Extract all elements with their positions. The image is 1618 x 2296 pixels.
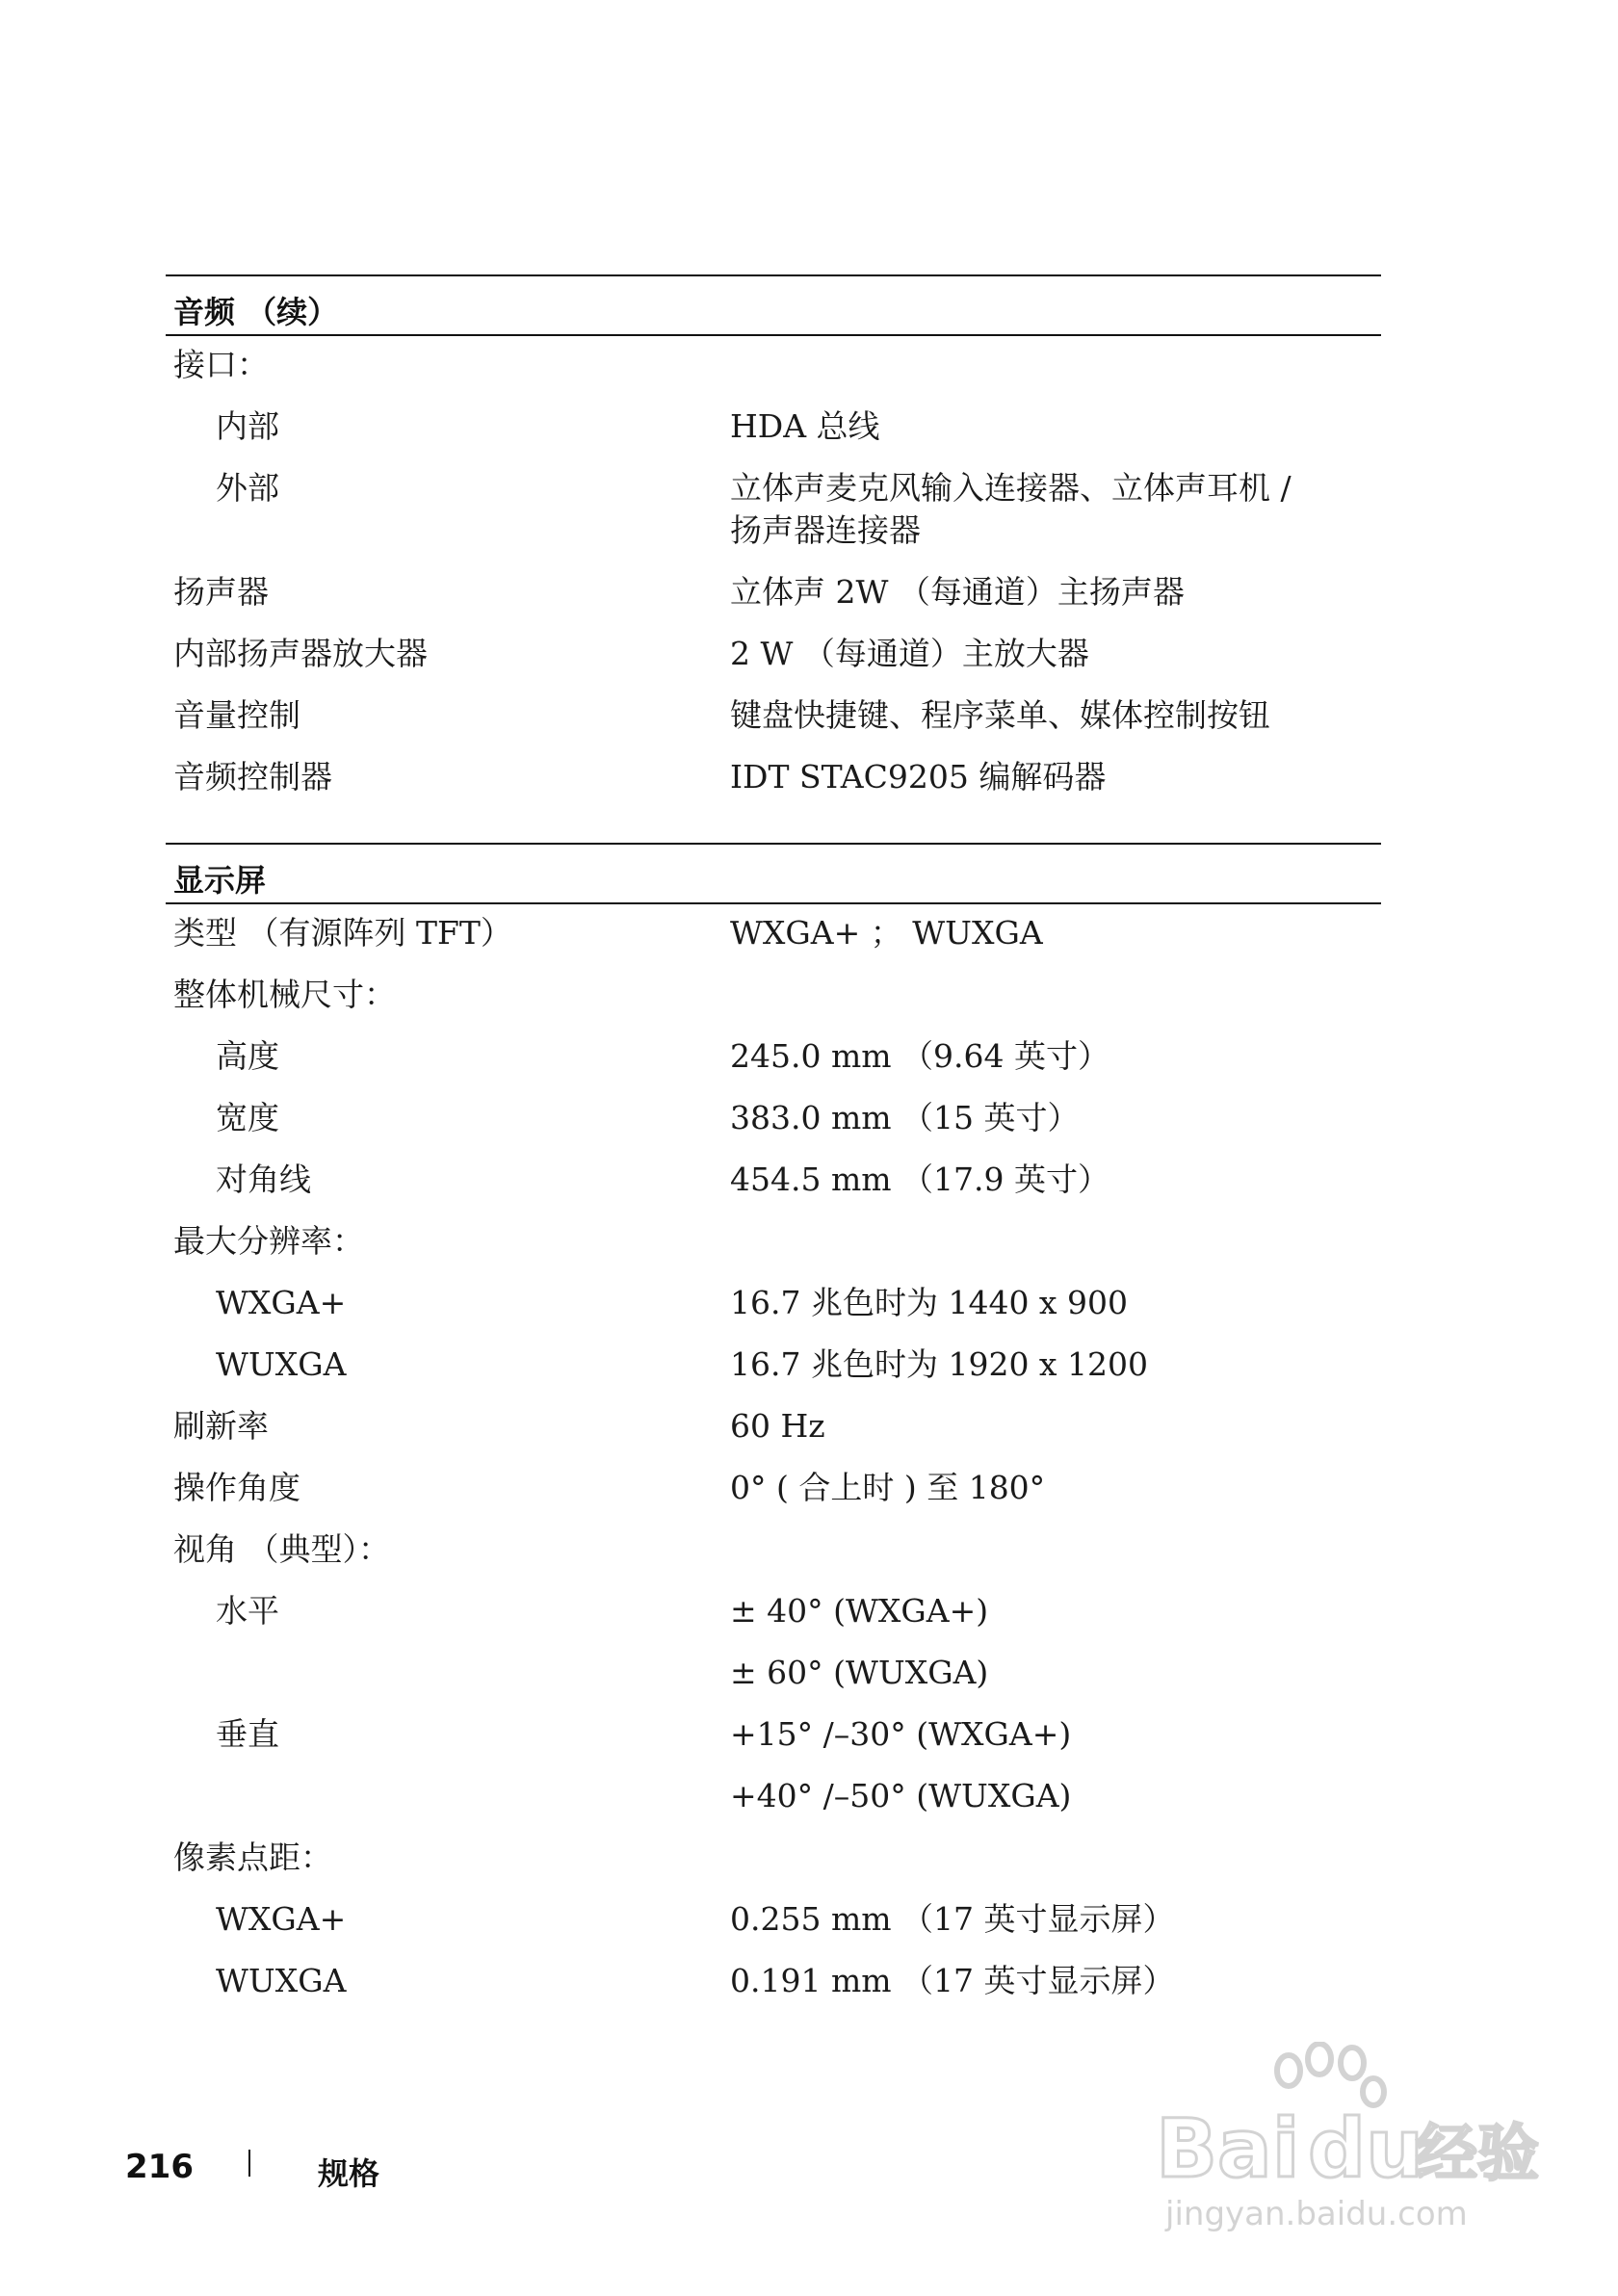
spec-label: 类型 （有源阵列 TFT） [173, 914, 512, 952]
svg-text:经验: 经验 [1416, 2119, 1539, 2190]
spec-label: 视角 （典型）： [173, 1530, 390, 1568]
footer-divider [248, 2150, 250, 2177]
svg-text:Bai: Bai [1156, 2101, 1300, 2196]
spec-label: 水平 [216, 1592, 279, 1630]
spec-value: 立体声麦克风输入连接器、立体声耳机 / [730, 469, 1292, 507]
spec-label: 最大分辨率： [173, 1222, 364, 1260]
spec-label: 音量控制 [173, 696, 300, 734]
audio-section-header [166, 274, 1381, 336]
baidu-jingyan-watermark [1146, 2042, 1551, 2234]
svg-text:jingyan.baidu.com: jingyan.baidu.com [1165, 2195, 1468, 2233]
spec-label: 高度 [216, 1037, 279, 1075]
spec-value: 383.0 mm （15 英寸） [730, 1099, 1080, 1136]
display-section-header [166, 843, 1381, 904]
spec-label: 外部 [216, 469, 279, 507]
page-number: 216 [125, 2148, 194, 2186]
spec-value: 0.255 mm （17 英寸显示屏） [730, 1900, 1175, 1938]
spec-label: 扬声器 [173, 573, 269, 611]
spec-value: 立体声 2W （每通道）主扬声器 [730, 573, 1185, 611]
spec-label: WUXGA [216, 1962, 347, 1999]
svg-text:du: du [1308, 2101, 1423, 2196]
spec-label: 像素点距： [173, 1839, 332, 1876]
spec-value: 键盘快捷键、程序菜单、媒体控制按钮 [730, 696, 1270, 734]
spec-value: WXGA+ ； WUXGA [730, 914, 1043, 952]
spec-value: 0.191 mm （17 英寸显示屏） [730, 1962, 1175, 1999]
spec-label: 内部扬声器放大器 [173, 635, 428, 672]
footer-chapter-title: 规格 [318, 2155, 380, 2192]
spec-value: +15° /–30° (WXGA+) [730, 1715, 1072, 1753]
paw-logo-icon [1146, 2042, 1551, 2234]
display-section-title: 显示屏 [173, 862, 267, 899]
spec-value: 0° ( 合上时 ) 至 180° [730, 1469, 1046, 1506]
spec-value: 16.7 兆色时为 1440 x 900 [730, 1284, 1129, 1321]
spec-value: 454.5 mm （17.9 英寸） [730, 1161, 1110, 1198]
spec-value: HDA 总线 [730, 407, 880, 445]
spec-label: 音频控制器 [173, 758, 332, 796]
spec-value: ± 60° (WUXGA) [730, 1654, 989, 1691]
spec-label: 刷新率 [173, 1407, 269, 1445]
spec-value: 2 W （每通道）主放大器 [730, 635, 1089, 672]
spec-label: 内部 [216, 407, 279, 445]
spec-label: 接口： [173, 346, 269, 383]
spec-label: WUXGA [216, 1345, 347, 1383]
spec-label: 整体机械尺寸： [173, 976, 396, 1013]
spec-value: ± 40° (WXGA+) [730, 1592, 989, 1630]
spec-value: 60 Hz [730, 1407, 825, 1445]
audio-section-title: 音频 （续） [173, 294, 339, 330]
spec-value: 16.7 兆色时为 1920 x 1200 [730, 1345, 1149, 1383]
spec-value: IDT STAC9205 编解码器 [730, 758, 1107, 796]
spec-label: 宽度 [216, 1099, 279, 1136]
spec-label: WXGA+ [216, 1900, 347, 1938]
spec-value: +40° /–50° (WUXGA) [730, 1777, 1072, 1814]
spec-label: WXGA+ [216, 1284, 347, 1321]
spec-value: 扬声器连接器 [730, 511, 921, 549]
spec-label: 垂直 [216, 1715, 279, 1753]
spec-value: 245.0 mm （9.64 英寸） [730, 1037, 1110, 1075]
spec-label: 操作角度 [173, 1469, 300, 1506]
spec-label: 对角线 [216, 1161, 311, 1198]
